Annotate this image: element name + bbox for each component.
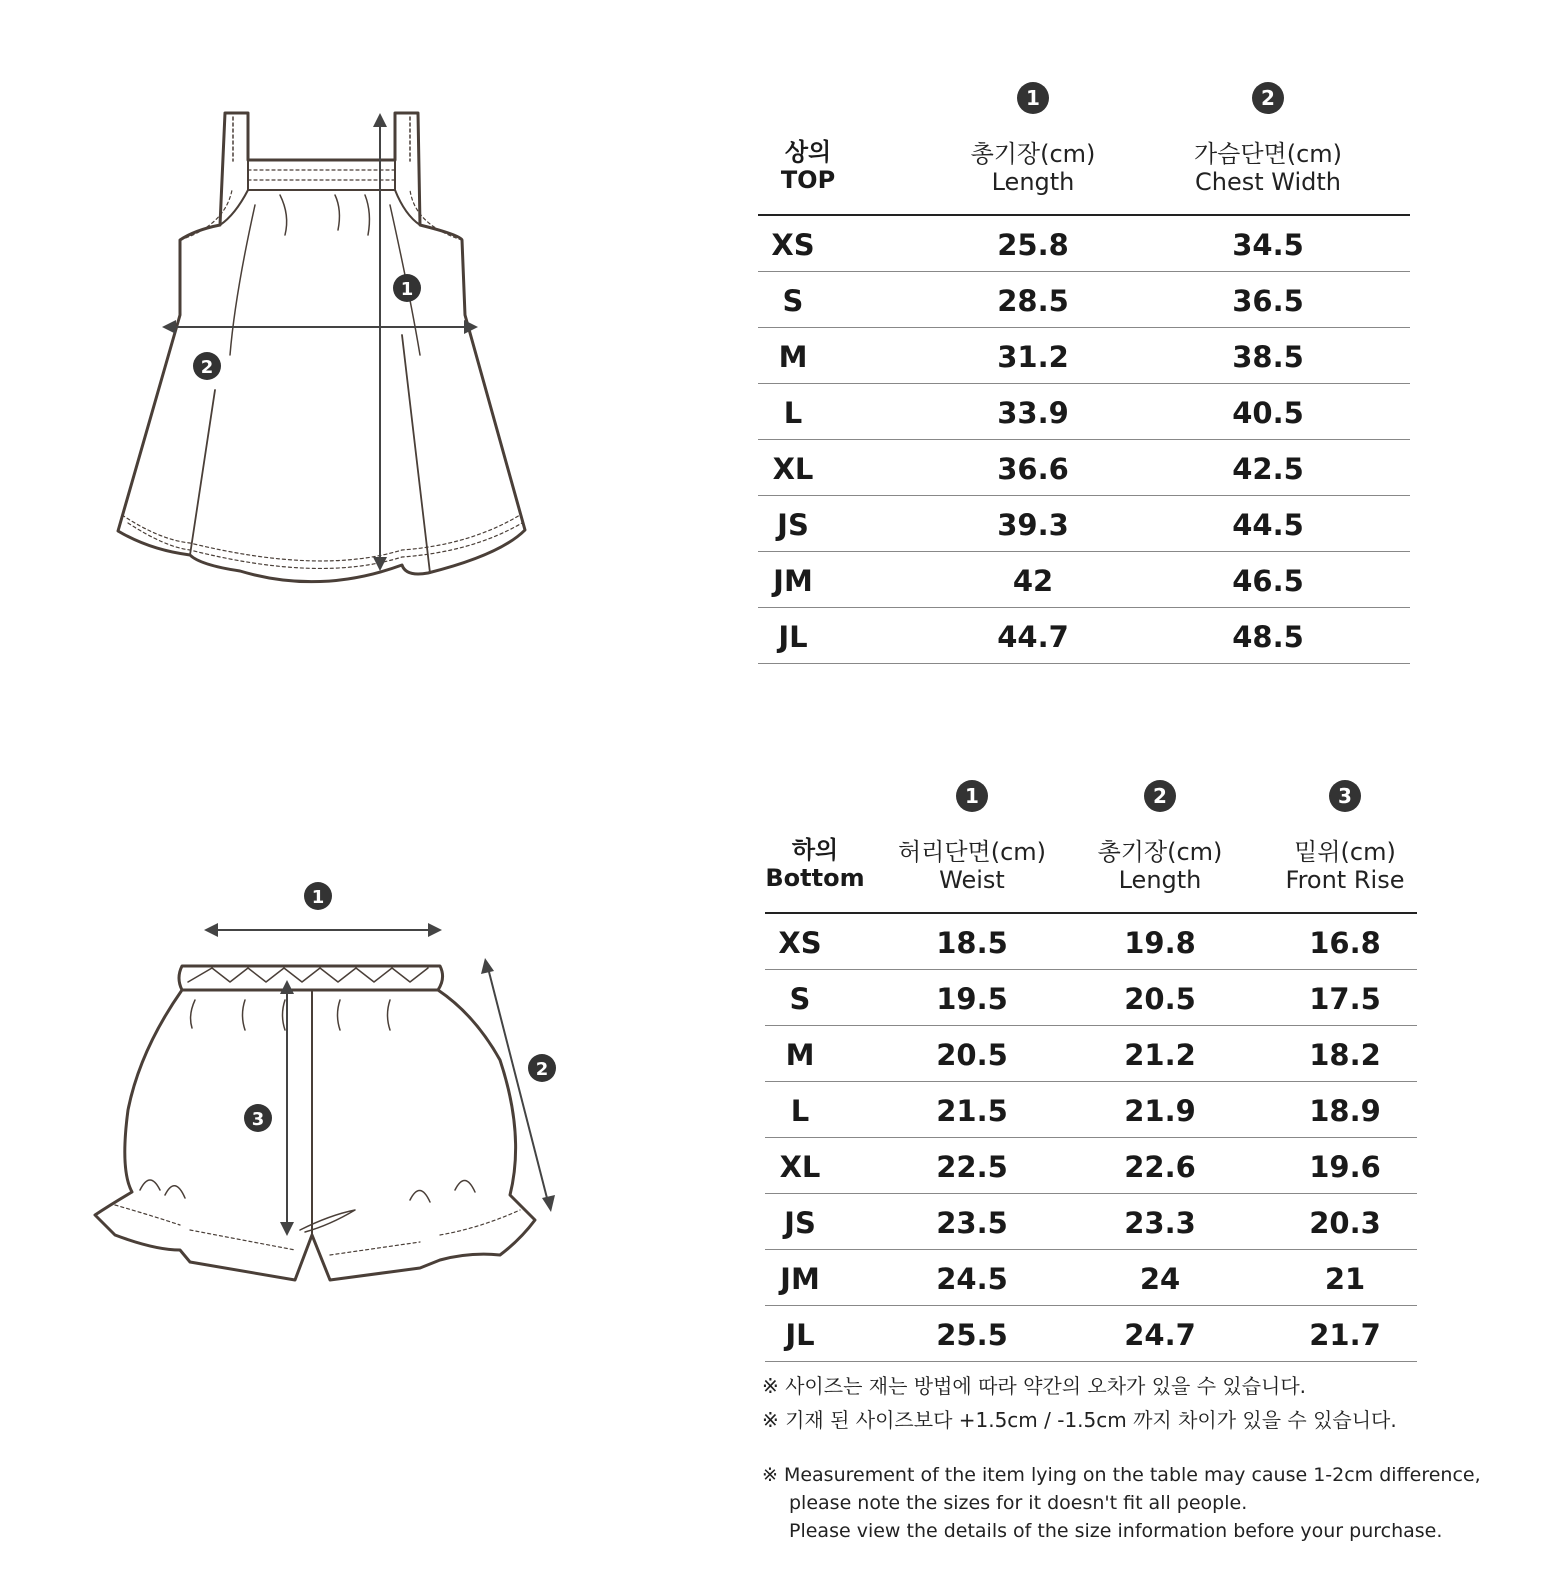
measurement-value: 17.5 (1309, 982, 1381, 1016)
size-label: JL (778, 620, 808, 654)
size-label: L (783, 396, 803, 430)
svg-text:2: 2 (535, 1059, 549, 1080)
measurement-value: 20.3 (1309, 1206, 1381, 1240)
col-label-ko: 총기장(cm) (970, 140, 1096, 168)
measurement-value: 38.5 (1232, 340, 1304, 374)
bottom-marker-2 (528, 1054, 556, 1082)
bottom-col-rise (1255, 770, 1435, 912)
measurement-value: 19.6 (1309, 1150, 1381, 1184)
bottom-table-body (765, 914, 1417, 1362)
col-number-badge: 1 (1017, 82, 1049, 114)
measurement-value: 24 (1139, 1262, 1181, 1296)
measurement-value: 23.3 (1124, 1206, 1196, 1240)
measurement-value: 21.5 (936, 1094, 1008, 1128)
measurement-value: 39.3 (997, 508, 1069, 542)
bottom-table-row (765, 1306, 1417, 1362)
size-label: S (782, 284, 804, 318)
top-table-row (758, 272, 1410, 328)
svg-text:3: 3 (251, 1109, 265, 1130)
measurement-value: 19.8 (1124, 926, 1196, 960)
col-label-en: Length (991, 168, 1075, 196)
col-label-ko: 밑위(cm) (1294, 838, 1396, 866)
measurement-value: 21.2 (1124, 1038, 1196, 1072)
top-table-row (758, 496, 1410, 552)
measurement-value: 48.5 (1232, 620, 1304, 654)
bottom-label-en: Bottom (765, 864, 865, 892)
top-marker-2 (193, 352, 221, 380)
top-table-header (758, 72, 1410, 216)
measurement-value: 31.2 (997, 340, 1069, 374)
size-label: JL (785, 1318, 815, 1352)
top-table-row (758, 608, 1410, 664)
bottom-label-ko: 하의 (791, 836, 839, 864)
size-label: M (778, 340, 808, 374)
col-number-badge: 2 (1144, 780, 1176, 812)
measurement-value: 18.2 (1309, 1038, 1381, 1072)
size-label: JM (773, 564, 813, 598)
note-en-3: Please view the details of the size information before your purchase. (789, 1520, 1443, 1542)
col-label-en: Length (1118, 866, 1202, 894)
col-label-en: Front Rise (1285, 866, 1405, 894)
measurement-value: 42.5 (1232, 452, 1304, 486)
measurement-value: 42 (1012, 564, 1054, 598)
top-table-row (758, 440, 1410, 496)
svg-text:2: 2 (200, 357, 214, 378)
size-label: S (789, 982, 811, 1016)
col-number-badge: 2 (1252, 82, 1284, 114)
measurement-value: 36.6 (997, 452, 1069, 486)
col-label-en: Weist (939, 866, 1005, 894)
top-marker-1 (393, 274, 421, 302)
note-ko-2: ※ 기재 된 사이즈보다 +1.5cm / -1.5cm 까지 차이가 있을 수 있습니다. (762, 1408, 1397, 1432)
top-size-table (758, 72, 1410, 664)
measurement-value: 33.9 (997, 396, 1069, 430)
size-label: JS (784, 1206, 816, 1240)
top-garment-illustration (80, 95, 560, 615)
measurement-value: 25.5 (936, 1318, 1008, 1352)
measurement-value: 25.8 (997, 228, 1069, 262)
bottom-col-length (1070, 770, 1250, 912)
measurement-value: 24.5 (936, 1262, 1008, 1296)
top-table-row (758, 552, 1410, 608)
measurement-value: 21 (1324, 1262, 1366, 1296)
bottom-garment-illustration (80, 870, 600, 1310)
measurement-value: 16.8 (1309, 926, 1381, 960)
measurement-value: 40.5 (1232, 396, 1304, 430)
measurement-value: 44.5 (1232, 508, 1304, 542)
bottom-table-row (765, 1026, 1417, 1082)
measurement-value: 21.9 (1124, 1094, 1196, 1128)
bottom-table-row (765, 970, 1417, 1026)
bottom-label-cell (765, 770, 865, 912)
measurement-value: 22.5 (936, 1150, 1008, 1184)
bottom-table-row (765, 1194, 1417, 1250)
measurement-value: 34.5 (1232, 228, 1304, 262)
top-col-length (918, 72, 1148, 214)
measurement-value: 19.5 (936, 982, 1008, 1016)
note-en-2: please note the sizes for it doesn't fit all people. (789, 1492, 1248, 1514)
size-label: XL (772, 452, 814, 486)
col-number-badge: 3 (1329, 780, 1361, 812)
top-table-row (758, 328, 1410, 384)
col-label-ko: 허리단면(cm) (897, 838, 1047, 866)
top-table-row (758, 216, 1410, 272)
col-label-ko: 가슴단면(cm) (1193, 140, 1343, 168)
bottom-marker-1 (304, 882, 332, 910)
bottom-table-header (765, 770, 1417, 914)
bottom-table-row (765, 1082, 1417, 1138)
size-label: XL (779, 1150, 821, 1184)
svg-text:1: 1 (311, 887, 325, 908)
measurement-value: 22.6 (1124, 1150, 1196, 1184)
measurement-value: 36.5 (1232, 284, 1304, 318)
measurement-value: 28.5 (997, 284, 1069, 318)
size-label: XS (778, 926, 822, 960)
svg-text:1: 1 (400, 279, 414, 300)
measurement-value: 18.5 (936, 926, 1008, 960)
col-label-en: Chest Width (1194, 168, 1341, 196)
size-label: M (785, 1038, 815, 1072)
bottom-size-table (765, 770, 1417, 1362)
top-label-en: TOP (780, 166, 836, 194)
measurement-value: 46.5 (1232, 564, 1304, 598)
note-ko-1: ※ 사이즈는 재는 방법에 따라 약간의 오차가 있을 수 있습니다. (762, 1374, 1307, 1398)
bottom-table-row (765, 1138, 1417, 1194)
top-col-chest (1153, 72, 1383, 214)
bottom-marker-3 (244, 1104, 272, 1132)
bottom-col-waist (877, 770, 1067, 912)
top-table-body (758, 216, 1410, 664)
measurement-value: 18.9 (1309, 1094, 1381, 1128)
size-label: L (790, 1094, 810, 1128)
col-number-badge: 1 (956, 780, 988, 812)
measurement-value: 44.7 (997, 620, 1069, 654)
col-label-ko: 총기장(cm) (1097, 838, 1223, 866)
size-label: XS (771, 228, 815, 262)
bottom-table-row (765, 914, 1417, 970)
measurement-value: 21.7 (1309, 1318, 1381, 1352)
top-label-cell (758, 72, 858, 214)
top-label-ko: 상의 (784, 138, 832, 166)
measurement-value: 20.5 (936, 1038, 1008, 1072)
size-label: JM (780, 1262, 820, 1296)
measurement-value: 20.5 (1124, 982, 1196, 1016)
note-en-1: ※ Measurement of the item lying on the table may cause 1-2cm difference, (762, 1464, 1481, 1486)
bottom-table-row (765, 1250, 1417, 1306)
measurement-value: 24.7 (1124, 1318, 1196, 1352)
size-label: JS (777, 508, 809, 542)
measurement-value: 23.5 (936, 1206, 1008, 1240)
top-table-row (758, 384, 1410, 440)
